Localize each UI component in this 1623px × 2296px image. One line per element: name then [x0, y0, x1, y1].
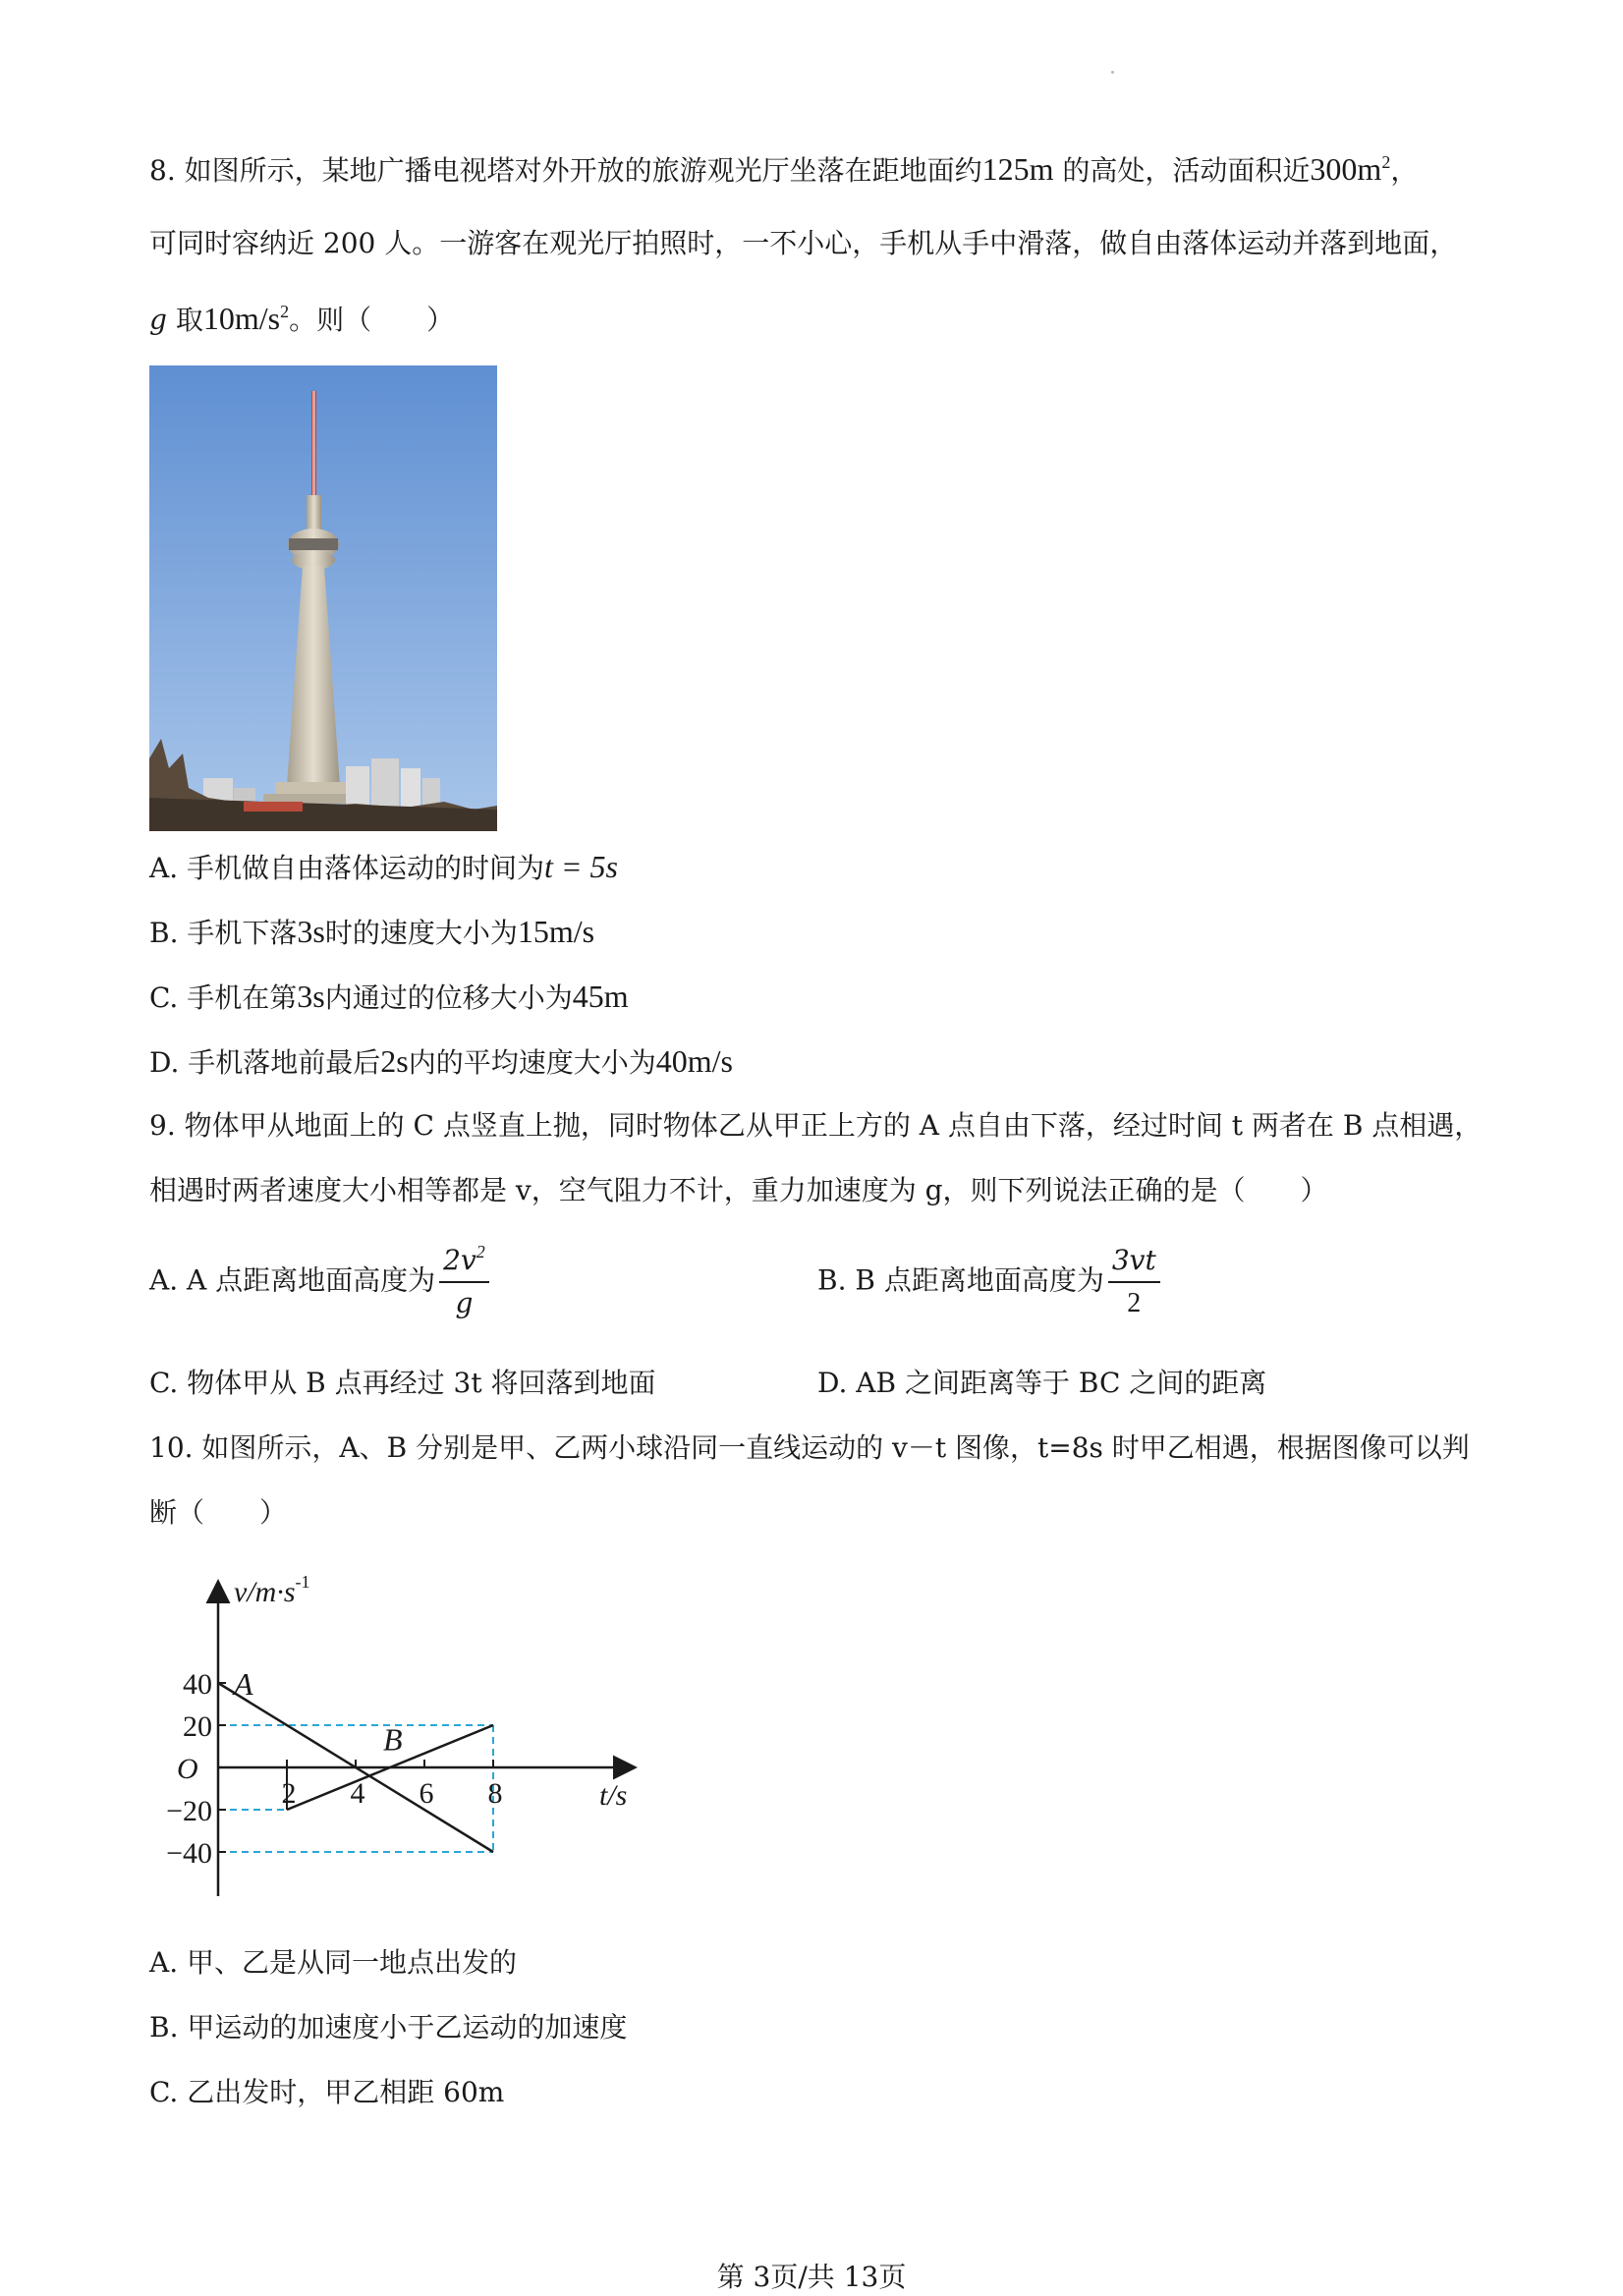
- q10-option-b: B. 甲运动的加速度小于乙运动的加速度: [149, 2011, 628, 2044]
- q9-line1: 9. 物体甲从地面上的 C 点竖直上抛，同时物体乙从甲正上方的 A 点自由下落，经过时间 t 两者在 B 点相遇，: [149, 1109, 1483, 1142]
- q9-line2: 相遇时两者速度大小相等都是 v，空气阻力不计，重力加速度为 g，则下列说法正确的是（ ）: [149, 1174, 1328, 1206]
- q10-line2: 断（ ）: [149, 1496, 288, 1529]
- x-axis-label: t/s: [599, 1779, 628, 1812]
- q9-option-a-fraction: $\frac{2v^2}{g}$: [439, 1240, 489, 1324]
- q9-option-c: C. 物体甲从 B 点再经过 3t 将回落到地面: [149, 1367, 656, 1399]
- scan-dot: [1111, 71, 1114, 74]
- series-label-A: A: [234, 1666, 253, 1702]
- q10-line1: 10. 如图所示，A、B 分别是甲、乙两小球沿同一直线运动的 v－t 图像，t=8s 时甲乙相遇，根据图像可以判: [149, 1431, 1470, 1464]
- y-axis-label: $v/m\cdot s^{-1}$: [234, 1572, 310, 1608]
- y-tick-label: −40: [166, 1837, 212, 1870]
- x-tick-label: 6: [419, 1777, 434, 1810]
- q8-line3: g 取$10m/s^2$。则（ ）: [149, 301, 455, 336]
- q8-option-c: C. 手机在第3s内通过的位移大小为45m: [149, 979, 629, 1014]
- vt-chart: [147, 1562, 658, 1916]
- q8-option-d: D. 手机落地前最后2s内的平均速度大小为40m/s: [149, 1043, 733, 1079]
- q8-option-b: B. 手机下落3s时的速度大小为15m/s: [149, 914, 595, 949]
- y-tick-label: 20: [183, 1710, 212, 1743]
- q8-option-a: A. 手机做自由落体运动的时间为t = 5s: [149, 849, 618, 884]
- page-footer: 第 3页/共 13页: [716, 2261, 907, 2293]
- tv-tower-photo: [149, 365, 497, 831]
- q9-option-d: D. AB 之间距离等于 BC 之间的距离: [817, 1367, 1267, 1399]
- q8-line2: 可同时容纳近 200 人。一游客在观光厅拍照时，一不小心，手机从手中滑落，做自由落体运动并落到地面，: [149, 227, 1458, 259]
- origin-label: O: [177, 1753, 198, 1785]
- x-tick-label: 4: [350, 1777, 365, 1810]
- series-label-B: B: [383, 1721, 403, 1758]
- y-tick-label: −20: [166, 1795, 212, 1827]
- q10-option-c: C. 乙出发时，甲乙相距 60m: [149, 2076, 505, 2108]
- q9-option-a: A. A 点距离地面高度为 $\frac{2v^2}{g}$: [149, 1240, 489, 1324]
- y-tick-label: 40: [183, 1668, 212, 1701]
- x-tick-label: 8: [487, 1777, 503, 1810]
- x-tick-label: 2: [281, 1777, 297, 1810]
- q9-option-b: B. B 点距离地面高度为 $\frac{3vt}{2}$: [817, 1240, 1160, 1324]
- q8-line1: 8. 如图所示，某地广播电视塔对外开放的旅游观光厅坐落在距地面约125m 的高处，活动面积近$300m^2$，: [149, 151, 1419, 187]
- q9-option-b-fraction: $\frac{3vt}{2}$: [1108, 1240, 1160, 1324]
- q10-option-a: A. 甲、乙是从同一地点出发的: [149, 1946, 518, 1979]
